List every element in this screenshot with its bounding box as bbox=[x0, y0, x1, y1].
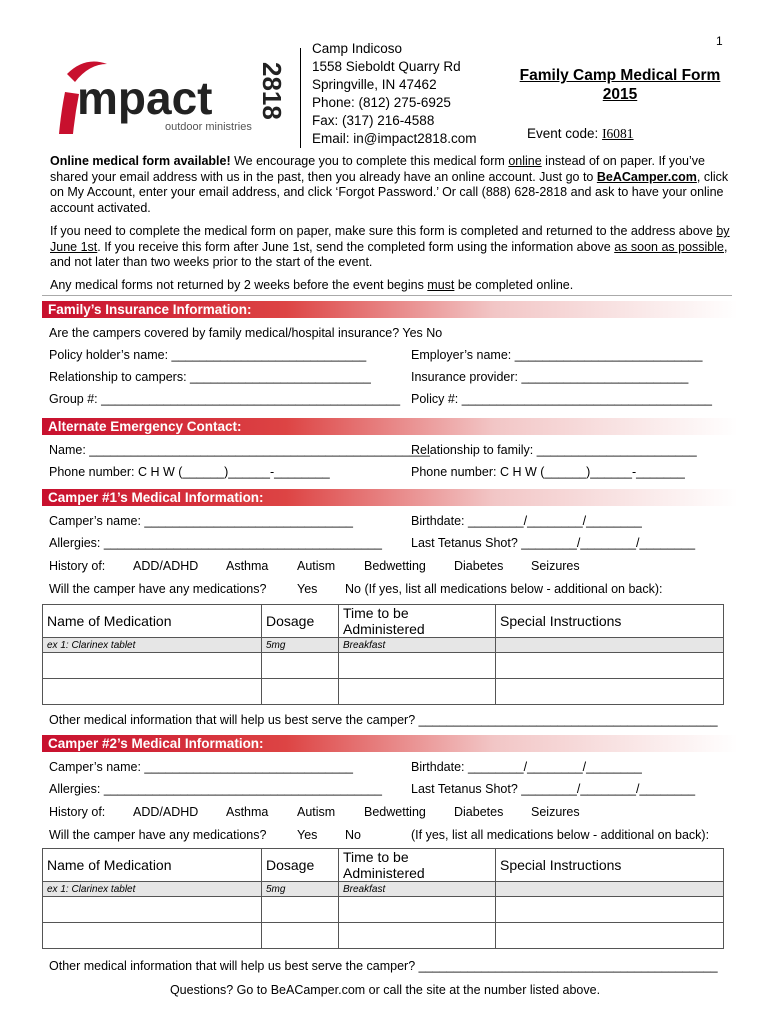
group-field[interactable]: Group #: ___________________________________________ bbox=[49, 392, 401, 406]
camper1-meds-yes[interactable]: Yes bbox=[297, 582, 318, 596]
camper2-history-adhd[interactable]: ADD/ADHD bbox=[133, 805, 199, 819]
page-number: 1 bbox=[716, 34, 723, 48]
camp-name: Camp Indicoso bbox=[312, 41, 403, 56]
emergency-relationship-field[interactable]: Relationship to family: _______________________ bbox=[411, 443, 697, 457]
paper-paragraph: If you need to complete the medical form on paper, make sure this form is completed and returned to the address above by June 1st. If you receive this form after June 1st, send the completed form using the information above as soon as possible, and not later than two weeks prior to the start of the event. bbox=[50, 224, 730, 269]
table-row[interactable] bbox=[43, 897, 724, 923]
table-row[interactable] bbox=[43, 923, 724, 949]
beacamper-link[interactable]: BeACamper.com bbox=[596, 169, 697, 184]
camper1-meds-question: Will the camper have any medications? bbox=[49, 582, 267, 596]
impact-logo bbox=[55, 52, 290, 144]
camper2-allergies-field[interactable]: Allergies: ________________________________________ bbox=[49, 782, 382, 796]
insurance-question[interactable]: Are the campers covered by family medical/hospital insurance? Yes No bbox=[49, 326, 443, 340]
table-row: ex 1: Clarinex tablet 5mg Breakfast bbox=[43, 882, 724, 897]
camper1-history-asthma[interactable]: Asthma bbox=[226, 559, 269, 573]
camper1-history-adhd[interactable]: ADD/ADHD bbox=[133, 559, 199, 573]
deadline-note: Any medical forms not returned by 2 weeks before the event begins must be completed online. bbox=[50, 278, 574, 292]
emergency-header: Alternate Emergency Contact: bbox=[42, 418, 738, 435]
intro-paragraph: Online medical form available! We encourage you to complete this medical form online instead of on paper. If you’ve shared your email address with us in the past, then you already have an online account. Just go to BeACamper.com, click on My Account, enter your email address, and click ‘Forgot Password.’ Or call (888) 628-2818 and ask to have your online account activated. bbox=[50, 154, 729, 215]
camper1-meds-no[interactable]: No (If yes, list all medications below - additional on back): bbox=[345, 582, 663, 596]
emergency-phone2-field[interactable]: Phone number: C H W (______)______-_______ bbox=[411, 465, 685, 479]
camper2-medication-table bbox=[42, 848, 724, 949]
footer-note: Questions? Go to BeACamper.com or call the site at the number listed above. bbox=[169, 983, 601, 997]
col-dosage: Dosage bbox=[262, 849, 339, 882]
camper2-name-field[interactable]: Camper’s name: ______________________________ bbox=[49, 760, 353, 774]
camper2-tetanus-field[interactable]: Last Tetanus Shot? ________/________/________ bbox=[411, 782, 696, 796]
camper1-history-bedwetting[interactable]: Bedwetting bbox=[364, 559, 426, 573]
camper2-other-info-field[interactable]: Other medical information that will help us best serve the camper? ___________________________________________ bbox=[49, 959, 718, 973]
camp-city: Springville, IN 47462 bbox=[312, 77, 437, 92]
camper1-tetanus-field[interactable]: Last Tetanus Shot? ________/________/________ bbox=[411, 536, 696, 550]
camp-street: 1558 Sieboldt Quarry Rd bbox=[312, 59, 461, 74]
camper2-history-autism[interactable]: Autism bbox=[297, 805, 336, 819]
camper1-other-info-field[interactable]: Other medical information that will help us best serve the camper? ___________________________________________ bbox=[49, 713, 718, 727]
table-header-row bbox=[43, 605, 724, 638]
camper1-allergies-field[interactable]: Allergies: ________________________________________ bbox=[49, 536, 382, 550]
camper2-meds-yes[interactable]: Yes bbox=[297, 828, 318, 842]
col-time: Time to be Administered bbox=[339, 849, 496, 882]
col-instructions: Special Instructions bbox=[496, 605, 724, 638]
table-row[interactable] bbox=[43, 679, 724, 705]
col-time: Time to be Administered bbox=[339, 605, 496, 638]
camper2-history-diabetes[interactable]: Diabetes bbox=[454, 805, 504, 819]
logo-number: 2818 bbox=[257, 62, 287, 120]
camper1-medication-table bbox=[42, 604, 724, 705]
camper2-meds-note: (If yes, list all medications below - additional on back): bbox=[411, 828, 710, 842]
emergency-name-field[interactable]: Name: _________________________________________________ bbox=[49, 443, 430, 457]
camper2-meds-no[interactable]: No bbox=[345, 828, 361, 842]
camper2-history-label: History of: bbox=[49, 805, 106, 819]
camper1-birthdate-field[interactable]: Birthdate: ________/________/________ bbox=[411, 514, 642, 528]
camper2-meds-question: Will the camper have any medications? bbox=[49, 828, 267, 842]
logo-sub: outdoor ministries bbox=[165, 121, 252, 133]
event-code: Event code: I6081 bbox=[527, 126, 634, 141]
relationship-field[interactable]: Relationship to campers: __________________________ bbox=[49, 370, 371, 384]
header-divider bbox=[300, 48, 301, 148]
form-title: Family Camp Medical Form 2015 bbox=[519, 67, 721, 103]
camper2-header: Camper #2’s Medical Information: bbox=[42, 735, 738, 752]
camper1-history-seizures[interactable]: Seizures bbox=[531, 559, 580, 573]
camp-address bbox=[312, 40, 477, 148]
camper2-history-asthma[interactable]: Asthma bbox=[226, 805, 269, 819]
employer-field[interactable]: Employer’s name: ___________________________ bbox=[411, 348, 703, 362]
col-medication: Name of Medication bbox=[43, 605, 262, 638]
camper1-history-label: History of: bbox=[49, 559, 106, 573]
insurance-header: Family’s Insurance Information: bbox=[42, 301, 738, 318]
provider-field[interactable]: Insurance provider: ________________________ bbox=[411, 370, 689, 384]
col-instructions: Special Instructions bbox=[496, 849, 724, 882]
emergency-phone-field[interactable]: Phone number: C H W (______)______-________ bbox=[49, 465, 330, 479]
col-dosage: Dosage bbox=[262, 605, 339, 638]
table-row[interactable] bbox=[43, 653, 724, 679]
camper1-history-diabetes[interactable]: Diabetes bbox=[454, 559, 504, 573]
camper2-history-bedwetting[interactable]: Bedwetting bbox=[364, 805, 426, 819]
table-header-row bbox=[43, 849, 724, 882]
logo-word: mpact bbox=[77, 72, 213, 124]
divider bbox=[42, 295, 732, 296]
policy-field[interactable]: Policy #: ____________________________________ bbox=[411, 392, 712, 406]
camp-email: Email: in@impact2818.com bbox=[312, 131, 477, 146]
camp-fax: Fax: (317) 216-4588 bbox=[312, 113, 435, 128]
camper1-header: Camper #1’s Medical Information: bbox=[42, 489, 738, 506]
camp-phone: Phone: (812) 275-6925 bbox=[312, 95, 451, 110]
policy-holder-field[interactable]: Policy holder’s name: ____________________________ bbox=[49, 348, 367, 362]
camper2-history-seizures[interactable]: Seizures bbox=[531, 805, 580, 819]
camper2-birthdate-field[interactable]: Birthdate: ________/________/________ bbox=[411, 760, 642, 774]
col-medication: Name of Medication bbox=[43, 849, 262, 882]
camper1-history-autism[interactable]: Autism bbox=[297, 559, 336, 573]
camper1-name-field[interactable]: Camper’s name: ______________________________ bbox=[49, 514, 353, 528]
table-row: ex 1: Clarinex tablet 5mg Breakfast bbox=[43, 638, 724, 653]
